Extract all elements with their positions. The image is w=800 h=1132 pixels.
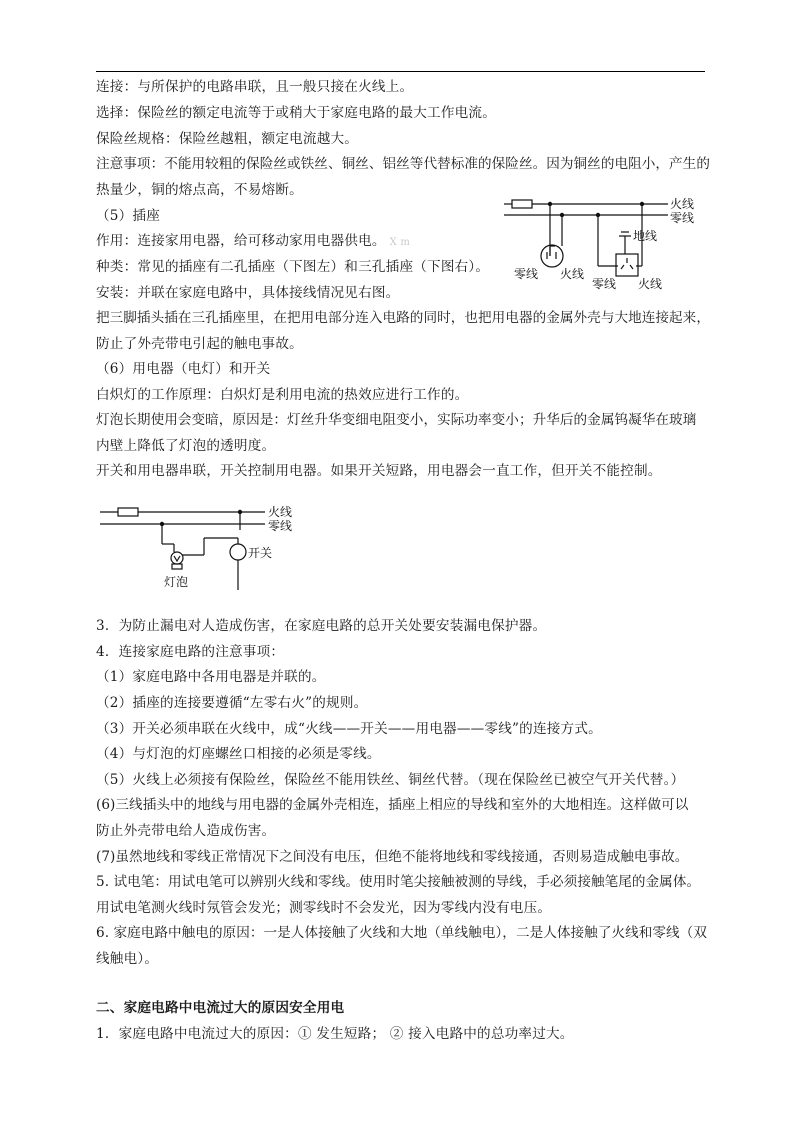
line-fuse-connection: 连接：与所保护的电路串联，且一般只接在火线上。	[96, 79, 414, 95]
fuse	[118, 508, 138, 516]
line-shock-1: 6. 家庭电路中触电的原因：一是人体接触了火线和大地（单线触电），二是人体接触了火线和零线（双	[96, 925, 707, 941]
line-note-3: （3）开关必须串联在火线中，成“火线——开关——用电器——零线”的连接方式。	[96, 721, 602, 737]
line-shock-2: 线触电）。	[96, 951, 159, 967]
line-incandescent-principle: 白炽灯的工作原理：白炽灯是利用电流的热效应进行工作的。	[96, 387, 469, 403]
stray-mark: X m	[389, 237, 411, 248]
section-heading-overcurrent: 二、家庭电路中电流过大的原因安全用电	[96, 1000, 345, 1016]
line-bulb-dim-2: 内壁上降低了灯泡的透明度。	[96, 438, 276, 454]
lamp-switch-diagram	[100, 500, 310, 595]
line-item-4: 4．连接家庭电路的注意事项：	[96, 644, 285, 660]
label-live: 火线	[670, 197, 695, 211]
line-fuse-caution-2: 热量少，铜的熔点高，不易熔断。	[96, 182, 303, 198]
two-pin-socket	[541, 245, 563, 267]
line-tester-1: 5. 试电笔：用试电笔可以辨别火线和零线。使用时笔尖接触被测的导线，手必须接触笔尾的金属体。	[96, 874, 701, 890]
line-fuse-spec: 保险丝规格：保险丝越粗，额定电流越大。	[96, 131, 359, 147]
label-right-neutral: 零线	[592, 277, 617, 290]
label-lamp: 灯泡	[164, 575, 189, 589]
line-bulb-dim-1: 灯泡长期使用会变暗，原因是：灯丝升华变细电阻变小，实际功率变小；升华后的金属钨凝华在玻璃	[96, 412, 697, 428]
label-neutral: 零线	[268, 519, 293, 533]
line-fuse-selection: 选择：保险丝的额定电流等于或稍大于家庭电路的最大工作电流。	[96, 105, 497, 121]
label-left-neutral: 零线	[514, 267, 539, 281]
line-item-3: 3．为防止漏电对人造成伤害，在家庭电路的总开关处要安装漏电保护器。	[96, 618, 547, 634]
line-tester-2: 用试电笔测火线时氖管会发光；测零线时不会发光，因为零线内没有电压。	[96, 900, 552, 916]
line-socket-install: 安装：并联在家庭电路中，具体接线情况见右图。	[96, 285, 400, 301]
line-three-pin-2: 防止了外壳带电引起的触电事故。	[96, 336, 303, 352]
section-appliance-heading: （6）用电器（电灯）和开关	[96, 361, 271, 377]
socket-wiring-diagram	[500, 192, 700, 290]
line-socket-function: 作用：连接家用电器，给可移动家用电器供电。 X m	[96, 233, 411, 249]
label-neutral: 零线	[670, 211, 695, 225]
line-three-pin-1: 把三脚插头插在三孔插座里，在把用电部分连入电路的同时，也把用电器的金属外壳与大地连接起来，	[96, 310, 710, 326]
line-note-2: （2）插座的连接要遵循“左零右火”的规则。	[96, 695, 368, 711]
label-live: 火线	[268, 505, 293, 519]
line-note-1: （1）家庭电路中各用电器是并联的。	[96, 669, 326, 685]
label-switch: 开关	[248, 546, 273, 560]
section-socket-heading: （5）插座	[96, 208, 161, 224]
label-right-live: 火线	[638, 277, 663, 290]
line-socket-types: 种类：常见的插座有二孔插座（下图左）和三孔插座（下图右）。	[96, 259, 490, 275]
line-note-7: (7)虽然地线和零线正常情况下之间没有电压，但绝不能将地线和零线接通，否则易造成触电事故。	[96, 849, 689, 865]
line-note-5: （5）火线上必须接有保险丝，保险丝不能用铁丝、铜丝代替。（现在保险丝已被空气开关代替。）	[96, 772, 685, 788]
label-earth: 地线	[633, 229, 658, 243]
fuse	[512, 200, 532, 208]
line-fuse-caution-1: 注意事项：不能用较粗的保险丝或铁丝、铜丝、铝丝等代替标准的保险丝。因为铜丝的电阻小，产生的	[96, 156, 710, 172]
line-overcurrent-causes: 1．家庭电路中电流过大的原因：① 发生短路； ② 接入电路中的总功率过大。	[96, 1026, 574, 1042]
label-left-live: 火线	[560, 267, 585, 281]
three-pin-socket	[616, 254, 638, 276]
switch-symbol	[230, 544, 246, 560]
line-note-6a: (6)三线插头中的地线与用电器的金属外壳相连，插座上相应的导线和室外的大地相连。这样做可以	[96, 797, 689, 813]
line-note-4: （4）与灯泡的灯座螺丝口相接的必须是零线。	[96, 746, 381, 762]
header-rule	[96, 71, 705, 72]
line-note-6b: 防止外壳带电给人造成伤害。	[96, 823, 276, 839]
lamp-bulb	[171, 552, 183, 564]
lamp-base	[172, 564, 182, 569]
line-switch-series: 开关和用电器串联，开关控制用电器。如果开关短路，用电器会一直工作，但开关不能控制。	[96, 463, 662, 479]
